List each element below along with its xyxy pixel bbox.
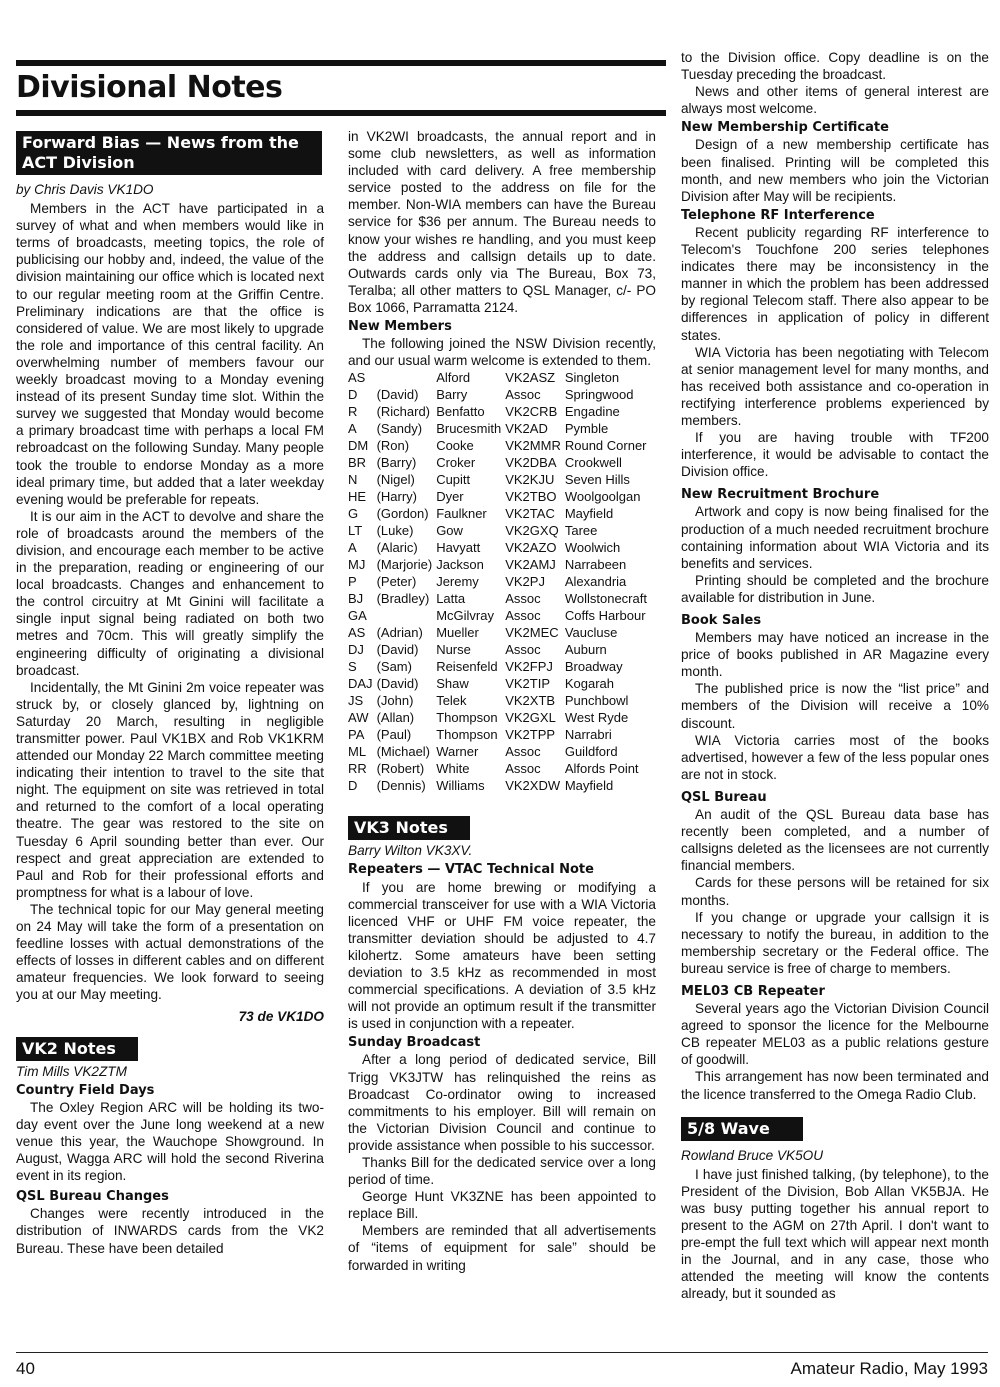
subheading: New Recruitment Brochure xyxy=(681,487,880,503)
member-given-name: (John) xyxy=(376,693,414,709)
subheading: QSL Bureau xyxy=(681,789,767,805)
member-callsign: Assoc xyxy=(505,744,541,760)
table-row xyxy=(348,675,651,692)
table-row xyxy=(348,556,651,573)
byline-act: by Chris Davis VK1DO xyxy=(16,182,154,197)
signoff: 73 de VK1DO xyxy=(238,1008,324,1024)
member-given-name: (Luke) xyxy=(376,523,414,539)
member-given-name: (Allan) xyxy=(376,710,415,726)
paragraph: Printing should be completed and the brochure available for distribution in June. xyxy=(681,572,989,605)
paragraph: Members in the ACT have participated in a survey of what and when members would like in terms of broadcasts, meeting topics, the role of publicising our hobby and, indeed, the value of the division maintaining our office which is located next to our regular meeting room at the Griffin Centre. Preliminary indications are that the office is considered of value. We are most likely to upgrade the role and importance of this central facility. An overwhelming number of members favour our weekly broadcast moving to a Monday evening instead of its present Sunday time slot. Within the survey we suggested that Monday would become a primary broadcast time with perhaps a local FM rebroadcast on the following Sunday. Many people took the trouble to endorse Monday as a more ideal primary time, but added that a later weekday evening would be preferable for repeats. xyxy=(16,201,324,507)
member-callsign: Assoc xyxy=(505,387,541,403)
table-row xyxy=(348,437,651,454)
paragraph: Cards for these persons will be retained for six months. xyxy=(681,875,989,908)
member-suburb: Narrabeen xyxy=(564,557,627,573)
member-callsign: VK2PJ xyxy=(505,574,545,590)
member-surname: Warner xyxy=(436,744,479,760)
title-rule-bottom xyxy=(16,110,666,116)
member-surname: Benfatto xyxy=(436,404,485,420)
paragraph: Design of a new membership certificate has been finalised. Printing will be completed this month, and new members who join the Victorian Division after May will be recipients. xyxy=(681,137,989,204)
member-given-name: (Harry) xyxy=(376,489,417,505)
subheading: Book Sales xyxy=(681,613,762,628)
member-suburb: Coffs Harbour xyxy=(564,608,646,624)
member-surname: Reisenfeld xyxy=(436,659,498,675)
member-given-name: (Richard) xyxy=(376,404,431,420)
member-initials: GA xyxy=(348,608,367,624)
paragraph: If you are home brewing or modifying a commercial transceiver for use with a WIA Victoria licenced VHF or UHF FM voice repeater, the transmitter deviation should be adjusted to 4.7 kilohertz. Some amateurs have been setting deviation to 3.5 kHz as recommended in most commercial specifications. A deviation of 3.5 kHz will not provide an optimum result if the transmitter is used in conjunction with a repeater. xyxy=(348,879,656,1032)
member-surname: White xyxy=(436,761,470,777)
paragraph: This arrangement has now been terminated and the licence transferred to the Omega Radio Club. xyxy=(681,1069,989,1102)
member-surname: Nurse xyxy=(436,642,471,658)
member-given-name: (Adrian) xyxy=(376,625,423,641)
member-initials: HE xyxy=(348,489,367,505)
member-initials: BR xyxy=(348,455,367,471)
byline-wave: Rowland Bruce VK5OU xyxy=(681,1147,824,1163)
column-1 xyxy=(16,131,324,1257)
table-row xyxy=(348,573,651,590)
member-surname: Williams xyxy=(436,778,485,794)
subheading: Sunday Broadcast xyxy=(348,1035,481,1051)
table-row xyxy=(348,488,651,505)
member-suburb: Guildford xyxy=(564,744,618,760)
title-block xyxy=(16,60,666,116)
member-surname: Cupitt xyxy=(436,472,471,488)
paragraph: The technical topic for our May general meeting on 24 May will take the form of a presentation on feedline losses with actual demonstrations of the effects of losses in different cables and on different amateur frequencies. We look forward to seeing you at our May meeting. xyxy=(16,901,324,1003)
table-row xyxy=(348,386,651,403)
table-row xyxy=(348,454,651,471)
member-given-name: (Paul) xyxy=(376,727,412,743)
member-suburb: Seven Hills xyxy=(564,472,630,488)
member-given-name: (Barry) xyxy=(376,455,417,471)
table-row xyxy=(348,726,651,743)
member-suburb: Pymble xyxy=(564,421,609,437)
table-row xyxy=(348,692,651,709)
member-given-name: (Michael) xyxy=(376,744,431,760)
member-initials: JS xyxy=(348,693,364,709)
member-suburb: Singleton xyxy=(564,370,620,386)
subheading: Telephone RF Interference xyxy=(681,207,875,223)
member-surname: Jackson xyxy=(436,557,484,573)
member-given-name: (Marjorie) xyxy=(376,557,433,573)
member-given-name xyxy=(377,369,437,386)
member-surname: Cooke xyxy=(436,438,474,454)
column-3 xyxy=(681,49,989,1302)
member-callsign: VK2TBO xyxy=(505,489,557,505)
member-initials: G xyxy=(348,506,359,522)
member-suburb: Springwood xyxy=(564,387,634,403)
table-row xyxy=(348,590,651,607)
table-row xyxy=(348,709,651,726)
member-initials: DJ xyxy=(348,642,364,658)
table-row xyxy=(348,505,651,522)
member-suburb: Punchbowl xyxy=(564,693,629,709)
paragraph: The Oxley Region ARC will be holding its two-day event over the June long weekend at a new venue this year, the Wauchope Showground. In August, Wagga ARC will hold the second Riverina event in its region. xyxy=(16,1099,324,1184)
member-initials: ML xyxy=(348,744,367,760)
paragraph: Artwork and copy is now being finalised for the production of a much needed recruitment brochure containing information about WIA Victoria and its benefits and services. xyxy=(681,504,989,571)
member-callsign: VK2AZO xyxy=(505,540,557,556)
member-surname: Brucesmith xyxy=(436,421,502,437)
member-given-name: (Bradley) xyxy=(376,591,430,607)
member-initials: DM xyxy=(348,438,369,454)
member-surname: Faulkner xyxy=(436,506,487,522)
subheading: MEL03 CB Repeater xyxy=(681,983,825,999)
subheading: QSL Bureau Changes xyxy=(16,1189,169,1205)
member-given-name: (Dennis) xyxy=(376,778,426,794)
member-surname: Dyer xyxy=(436,489,464,505)
table-row xyxy=(348,760,651,777)
member-given-name: (Gordon) xyxy=(376,506,429,522)
paragraph: If you change or upgrade your callsign it is necessary to notify the bureau, in addition to the membership secretary or the Federal office. The bureau service is free of charge to members. xyxy=(681,909,989,976)
member-suburb: Kogarah xyxy=(564,676,614,692)
member-initials: P xyxy=(348,574,357,590)
table-row xyxy=(348,777,651,794)
paragraph: The following joined the NSW Division recently, and our usual warm welcome is extended to them. xyxy=(348,336,656,369)
table-row xyxy=(348,641,651,658)
member-suburb: Crookwell xyxy=(564,455,622,471)
section-heading-vk2: VK2 Notes xyxy=(16,1037,138,1061)
member-given-name: (Robert) xyxy=(376,761,425,777)
member-suburb: Auburn xyxy=(564,642,607,658)
paragraph: Thanks Bill for the dedicated service over a long period of time. xyxy=(348,1155,656,1188)
member-suburb: Round Corner xyxy=(564,438,647,454)
page-footer xyxy=(16,1352,988,1378)
section-heading-act: Forward Bias — News from the ACT Division xyxy=(16,131,322,175)
paragraph: Members are reminded that all advertisements of “items of equipment for sale” should be forwarded in writing xyxy=(348,1223,656,1273)
member-initials: R xyxy=(348,404,358,420)
subheading: New Membership Certificate xyxy=(681,120,889,136)
table-row xyxy=(348,607,651,624)
table-row xyxy=(348,624,651,641)
member-initials: DAJ xyxy=(348,676,373,692)
member-suburb: Mayfield xyxy=(564,506,614,522)
paragraph: News and other items of general interest are always most welcome. xyxy=(681,84,989,117)
member-surname: Telek xyxy=(436,693,467,709)
member-initials: MJ xyxy=(348,557,366,573)
subheading: Country Field Days xyxy=(16,1082,155,1098)
member-surname: Havyatt xyxy=(436,540,481,556)
table-row xyxy=(348,471,651,488)
member-surname: Jeremy xyxy=(436,574,479,590)
paragraph: After a long period of dedicated service, Bill Trigg VK3JTW has relinquished the reins as Broadcast Co-ordinator owing to increased commitments to his employer. Bill will remain on the Victorian Division Council and continue to provide assistance when possible to his successor. xyxy=(348,1052,656,1153)
member-suburb: West Ryde xyxy=(564,710,629,726)
member-given-name: (David) xyxy=(376,387,419,403)
section-heading-wave: 5/8 Wave xyxy=(681,1117,803,1141)
member-callsign: VK2XTB xyxy=(505,693,556,709)
member-surname: Croker xyxy=(436,455,476,471)
member-suburb: Mayfield xyxy=(564,778,614,794)
member-initials: AS xyxy=(348,370,366,386)
member-initials: A xyxy=(348,540,357,556)
member-callsign: Assoc xyxy=(505,608,541,624)
member-surname: Gow xyxy=(436,523,463,539)
table-row xyxy=(348,539,651,556)
member-given-name: (Sam) xyxy=(376,659,412,675)
member-callsign: VK2AMJ xyxy=(505,557,556,573)
paragraph-continued: in VK2WI broadcasts, the annual report and in some club newsletters, as well as information included with card delivery. A free membership service posted to the address on file for the member. Non-WIA members can have the Bureau service for $36 per annum. The Bureau needs to know your wishes re handling, and you must keep the address and callsign details up to date. Outwards cards only via The Bureau, Box 73, Teralba; all other matters to QSL Manager, c/- PO Box 1066, Parramatta 2124. xyxy=(348,129,656,315)
member-surname: McGilvray xyxy=(436,608,494,624)
member-callsign: VK2FPJ xyxy=(505,659,553,675)
member-surname: Thompson xyxy=(436,727,498,743)
paragraph: WIA Victoria has been negotiating with Telecom at senior management level for many months, and has received both assistance and co-operation in rectifying interference problems experienced by members. xyxy=(681,344,989,428)
section-heading-vk3: VK3 Notes xyxy=(348,816,470,840)
subheading: New Members xyxy=(348,319,452,335)
member-surname: Latta xyxy=(436,591,466,607)
member-suburb: Woolgoolgan xyxy=(564,489,641,505)
paragraph-continued: to the Division office. Copy deadline is on the Tuesday preceding the broadcast. xyxy=(681,50,989,83)
member-initials: A xyxy=(348,421,357,437)
member-suburb: Alfords Point xyxy=(564,761,639,777)
member-callsign: Assoc xyxy=(505,761,541,777)
member-initials: D xyxy=(348,387,358,403)
page-number: 40 xyxy=(16,1359,35,1378)
member-initials: AW xyxy=(348,710,369,726)
member-given-name: (Sandy) xyxy=(376,421,423,437)
member-suburb: Broadway xyxy=(564,659,623,675)
paragraph: WIA Victoria carries most of the books advertised, however a few of the less popular ones are not in stock. xyxy=(681,732,989,782)
member-initials: RR xyxy=(348,761,367,777)
member-callsign: VK2MMR xyxy=(505,438,561,454)
member-callsign: VK2ASZ xyxy=(505,370,556,386)
member-surname: Barry xyxy=(436,387,468,403)
paragraph: Incidentally, the Mt Ginini 2m voice repeater was struck by, or closely glanced by, lightning on Saturday 20 March, resulting in negligible transmitter power. Paul VK1BX and Rob VK1KRM attended our Monday 22 March committee meeting indicating their intention to travel to the site that night. The equipment on site was retrieved in total and returned to the comfort of a local operating theatre. The gear was restored to the site on Tuesday 6 April sounding better than ever. Our respect and great appreciation are extended to Paul and Rob for their professional efforts and promptness for what is a labour of love. xyxy=(16,679,324,900)
member-surname: Shaw xyxy=(436,676,469,692)
paragraph: George Hunt VK3ZNE has been appointed to replace Bill. xyxy=(348,1189,656,1222)
member-initials: AS xyxy=(348,625,366,641)
member-initials: D xyxy=(348,778,358,794)
member-initials: N xyxy=(348,472,358,488)
member-callsign: VK2GXQ xyxy=(505,523,559,539)
member-callsign: Assoc xyxy=(505,642,541,658)
member-initials: PA xyxy=(348,727,365,743)
member-surname: Mueller xyxy=(436,625,479,641)
paragraph: If you are having trouble with TF200 interference, it would be advisable to contact the Division office. xyxy=(681,430,989,480)
new-members-table xyxy=(348,369,651,794)
publication-line: Amateur Radio, May 1993 xyxy=(790,1359,988,1378)
member-given-name xyxy=(377,607,437,624)
member-callsign: VK2KJU xyxy=(505,472,555,488)
member-callsign: VK2TIP xyxy=(505,676,551,692)
table-row xyxy=(348,403,651,420)
member-suburb: Alexandria xyxy=(564,574,627,590)
paragraph: It is our aim in the ACT to devolve and share the role of broadcasts around the members of the division, and encourage each member to be active in the preparation, reading or engineering of our local broadcasts. Changes and enhancement to the control circuitry at Mt Ginini will facilitate a single input signal being radiated on both two metres and 70cm. This will greatly simplify the engineering difficulty of originating a divisional broadcast. xyxy=(16,508,324,678)
member-callsign: VK2MEC xyxy=(505,625,559,641)
member-given-name: (Alaric) xyxy=(376,540,418,556)
member-suburb: Narrabri xyxy=(564,727,612,743)
member-initials: LT xyxy=(348,523,363,539)
paragraph: An audit of the QSL Bureau data base has recently been completed, and a number of callsigns deleted as the licensees are not currently financial members. xyxy=(681,807,989,874)
column-2 xyxy=(348,128,656,1274)
member-callsign: VK2AD xyxy=(505,421,548,437)
member-given-name: (David) xyxy=(376,676,419,692)
member-given-name: (Ron) xyxy=(376,438,410,454)
paragraph: I have just finished talking, (by telephone), to the President of the Division, Bob Allan VK5BJA. He was busy putting together his annual report to present to the AGM on 27th April. I don't want to pre-empt the full text which will appear next month in the Journal, and in any case, those who attended the meeting will know the contents already, but it sounded as xyxy=(681,1166,989,1302)
table-row xyxy=(348,658,651,675)
member-given-name: (Peter) xyxy=(376,574,417,590)
table-row xyxy=(348,743,651,760)
byline-vk3: Barry Wilton VK3XV. xyxy=(348,843,473,859)
member-initials: S xyxy=(348,659,357,675)
member-suburb: Vaucluse xyxy=(564,625,618,641)
byline-vk2: Tim Mills VK2ZTM xyxy=(16,1063,127,1079)
member-surname: Thompson xyxy=(436,710,498,726)
paragraph: Members may have noticed an increase in the price of books published in AR Magazine every month. xyxy=(681,630,989,680)
table-row xyxy=(348,522,651,539)
paragraph: Recent publicity regarding RF interference to Telecom's Touchfone 200 series telephones indicates there may be inconsistency in the manner in which the problem has been addressed by regional Telecom staff. There also appear to be differences in application of policy in different states. xyxy=(681,224,989,343)
member-suburb: Taree xyxy=(564,523,598,539)
page-title: Divisional Notes xyxy=(16,70,283,105)
paragraph: The published price is now the “list price” and members of the Division will receive a 10% discount. xyxy=(681,681,989,731)
member-suburb: Wollstonecraft xyxy=(564,591,647,607)
member-callsign: VK2TPP xyxy=(505,727,556,743)
paragraph: Several years ago the Victorian Division Council agreed to sponsor the licence for the Melbourne CB repeater MEL03 as a public relations gesture of goodwill. xyxy=(681,1001,989,1068)
member-surname: Alford xyxy=(436,370,471,386)
member-suburb: Engadine xyxy=(564,404,620,420)
member-callsign: VK2TAC xyxy=(505,506,555,522)
table-row xyxy=(348,420,651,437)
member-given-name: (David) xyxy=(376,642,419,658)
member-suburb: Woolwich xyxy=(564,540,621,556)
member-callsign: VK2XDW xyxy=(505,778,561,794)
paragraph: Changes were recently introduced in the distribution of INWARDS cards from the VK2 Bureau. These have been detailed xyxy=(16,1206,324,1256)
member-initials: BJ xyxy=(348,591,364,607)
member-callsign: VK2GXL xyxy=(505,710,556,726)
member-callsign: Assoc xyxy=(505,591,541,607)
member-callsign: VK2DBA xyxy=(505,455,557,471)
member-given-name: (Nigel) xyxy=(376,472,415,488)
subheading: Repeaters — VTAC Technical Note xyxy=(348,862,594,878)
member-callsign: VK2CRB xyxy=(505,404,558,420)
table-row xyxy=(348,369,651,386)
